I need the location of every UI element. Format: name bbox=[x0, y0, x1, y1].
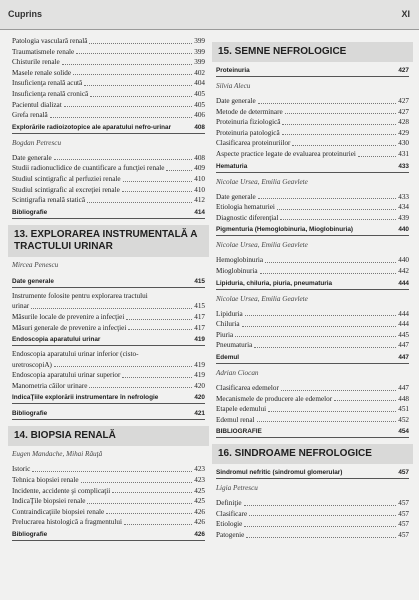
dot-leader bbox=[76, 47, 192, 55]
section-page: 447 bbox=[398, 353, 409, 361]
dot-leader bbox=[258, 96, 397, 104]
entry-title: Endoscopia aparatului urinar superior bbox=[12, 371, 121, 380]
dot-leader bbox=[84, 78, 192, 86]
dot-leader bbox=[246, 530, 396, 538]
toc-right-column bbox=[216, 36, 409, 541]
toc-entry[interactable] bbox=[12, 47, 205, 58]
dot-leader bbox=[166, 163, 192, 171]
toc-entry[interactable] bbox=[12, 360, 205, 371]
dot-leader bbox=[244, 519, 396, 527]
dot-leader bbox=[244, 498, 397, 506]
chapter-heading: 15. SEMNE NEFROLOGICE bbox=[212, 42, 413, 62]
entry-page: 451 bbox=[398, 405, 409, 414]
toc-entry[interactable] bbox=[12, 496, 205, 507]
toc-entry[interactable] bbox=[216, 394, 409, 405]
entry-title: Mecanismele de producere ale edemelor bbox=[216, 394, 333, 403]
entry-title: Masele renale solide bbox=[12, 68, 72, 77]
entry-page: 408 bbox=[194, 153, 205, 162]
dot-leader bbox=[73, 68, 192, 76]
dot-leader bbox=[81, 475, 193, 483]
entry-title: Patogenie bbox=[216, 531, 245, 540]
toc-entry[interactable] bbox=[12, 163, 205, 174]
dot-leader bbox=[292, 138, 396, 146]
toc-entry[interactable] bbox=[12, 486, 205, 497]
chapter-heading: 13. EXPLORAREA INSTRUMENTALĂ A TRACTULUI URINAR bbox=[8, 225, 209, 257]
entry-page: 442 bbox=[398, 266, 409, 275]
entry-title: Date generale bbox=[216, 97, 256, 105]
entry-page: 405 bbox=[194, 100, 205, 109]
entry-page: 430 bbox=[398, 139, 409, 148]
dot-leader bbox=[87, 496, 192, 504]
entry-page: 440 bbox=[398, 256, 409, 265]
toc-entry[interactable] bbox=[12, 507, 205, 518]
section-page: 454 bbox=[398, 428, 409, 436]
entry-page: 405 bbox=[194, 89, 205, 98]
entry-page: 427 bbox=[398, 97, 409, 105]
section-author: Mircea Penescu bbox=[12, 260, 59, 269]
toc-entry[interactable] bbox=[12, 89, 205, 100]
entry-page: 426 bbox=[194, 507, 205, 516]
entry-page: 428 bbox=[398, 118, 409, 127]
entry-page: 425 bbox=[194, 486, 205, 495]
entry-title: Aspecte practice legate de evaluarea proteinuriei bbox=[216, 149, 356, 158]
dot-leader bbox=[126, 312, 192, 320]
entry-title: Măsurile locale de prevenire a infecţiei bbox=[12, 312, 125, 321]
toc-entry[interactable] bbox=[12, 153, 205, 164]
toc-entry[interactable] bbox=[216, 192, 409, 203]
entry-page: 419 bbox=[194, 360, 205, 369]
section-title: Pigmenturia (Hemoglobinuria, Mioglobinuria) bbox=[216, 226, 354, 234]
dot-leader bbox=[31, 301, 192, 309]
section-title: BIBLIOGRAFIE bbox=[216, 428, 262, 436]
section-author: Nicolae Ursea, Emilia Geavlete bbox=[216, 294, 308, 303]
entry-page: 447 bbox=[398, 383, 409, 392]
toc-entry[interactable] bbox=[216, 530, 409, 541]
entry-page: 409 bbox=[194, 164, 205, 173]
toc-section[interactable] bbox=[216, 351, 409, 364]
entry-title: Piuria bbox=[216, 330, 234, 339]
entry-title: Proteinuria patologică bbox=[216, 128, 280, 137]
toc-entry[interactable] bbox=[216, 213, 409, 224]
entry-title: Traumatismele renale bbox=[12, 47, 75, 56]
entry-title: Insuficienţa renală cronică bbox=[12, 89, 89, 98]
entry-page: 447 bbox=[398, 341, 409, 350]
section-title: Hematuria bbox=[216, 162, 248, 170]
entry-page: 417 bbox=[194, 312, 205, 321]
entry-page: 402 bbox=[194, 68, 205, 77]
dot-leader bbox=[123, 174, 193, 182]
entry-title: Clasificare bbox=[216, 509, 248, 518]
toc-left-column bbox=[12, 36, 205, 544]
entry-page: 457 bbox=[398, 520, 409, 529]
running-head: Cuprins bbox=[8, 9, 43, 19]
entry-page: 433 bbox=[398, 192, 409, 201]
section-author: Nicolae Ursea, Emilia Geavlete bbox=[216, 241, 308, 250]
entry-page: 420 bbox=[194, 381, 205, 390]
dot-leader bbox=[358, 149, 396, 157]
entry-title: Insuficienţa renală acută bbox=[12, 79, 83, 88]
dot-leader bbox=[90, 89, 192, 97]
section-title: Endoscopia aparatului urinar bbox=[12, 336, 101, 344]
dot-leader bbox=[54, 360, 192, 368]
dot-leader bbox=[62, 57, 193, 65]
dot-leader bbox=[242, 319, 397, 327]
entry-title: Endoscopia aparatului urinar inferior (cisto- bbox=[12, 350, 139, 359]
entry-title: Pacientul dializat bbox=[12, 100, 62, 109]
entry-title: Proteinuria fiziologică bbox=[216, 118, 281, 127]
toc-section[interactable] bbox=[216, 425, 409, 438]
toc-section[interactable] bbox=[12, 121, 205, 134]
toc-entry[interactable] bbox=[216, 415, 409, 426]
toc-entry[interactable] bbox=[12, 323, 205, 334]
entry-page: 444 bbox=[398, 309, 409, 318]
section-author: Bogdan Petrescu bbox=[12, 138, 62, 147]
toc-entry[interactable] bbox=[216, 107, 409, 118]
entry-page: 431 bbox=[398, 149, 409, 158]
entry-title: Incidente, accidente şi complicaţii bbox=[12, 486, 111, 495]
entry-title: Manometria căilor urinare bbox=[12, 381, 88, 390]
toc-entry[interactable] bbox=[12, 185, 205, 196]
dot-leader bbox=[122, 185, 192, 193]
toc-entry[interactable] bbox=[216, 266, 409, 277]
toc-entry[interactable] bbox=[12, 301, 205, 312]
entry-page: 423 bbox=[194, 465, 205, 474]
page-header bbox=[0, 0, 419, 30]
toc-section[interactable] bbox=[12, 333, 205, 346]
entry-title: Chisturile renale bbox=[12, 58, 60, 67]
dot-leader bbox=[106, 507, 192, 515]
section-title: Proteinuria bbox=[216, 67, 250, 74]
entry-title: Studiul scintigrafic al excreţiei renale bbox=[12, 185, 120, 194]
toc-section[interactable] bbox=[216, 277, 409, 290]
toc-entry[interactable] bbox=[12, 100, 205, 111]
dot-leader bbox=[281, 383, 396, 391]
toc-entry[interactable] bbox=[12, 312, 205, 323]
chapter-heading: 16. SINDROAME NEFROLOGICE bbox=[212, 444, 413, 464]
toc-section[interactable] bbox=[216, 64, 409, 77]
entry-title: Lipiduria bbox=[216, 309, 243, 318]
dot-leader bbox=[277, 202, 396, 210]
toc-entry[interactable] bbox=[216, 340, 409, 351]
dot-leader bbox=[280, 213, 396, 221]
toc-entry[interactable] bbox=[216, 498, 409, 509]
section-page: 420 bbox=[194, 394, 205, 402]
toc-section[interactable] bbox=[12, 275, 205, 288]
dot-leader bbox=[258, 192, 397, 200]
section-title: Lipiduria, chiluria, piuria, pneumaturia bbox=[216, 279, 333, 287]
entry-page: 410 bbox=[194, 185, 205, 194]
dot-leader bbox=[265, 255, 396, 263]
entry-title: Etiologie bbox=[216, 520, 243, 529]
section-title: Bibliografie bbox=[12, 208, 48, 216]
entry-page: 417 bbox=[194, 323, 205, 332]
entry-title: Tehnica biopsiei renale bbox=[12, 476, 79, 485]
toc-entry[interactable] bbox=[216, 255, 409, 266]
entry-page: 425 bbox=[194, 497, 205, 506]
dot-leader bbox=[54, 153, 193, 161]
entry-page: 399 bbox=[194, 58, 205, 67]
section-page: 444 bbox=[398, 279, 409, 287]
toc-entry[interactable] bbox=[12, 78, 205, 89]
entry-title: Instrumente folosite pentru explorarea tractului bbox=[12, 291, 148, 300]
toc-entry[interactable] bbox=[216, 509, 409, 520]
toc-entry[interactable] bbox=[12, 381, 205, 392]
dot-leader bbox=[334, 394, 396, 402]
entry-title: Definiţie bbox=[216, 499, 242, 508]
entry-title: Pneumaturia bbox=[216, 341, 253, 350]
entry-page: 399 bbox=[194, 47, 205, 56]
toc-entry[interactable] bbox=[216, 519, 409, 530]
toc-entry[interactable] bbox=[12, 349, 205, 360]
dot-leader bbox=[235, 330, 396, 338]
entry-page: 444 bbox=[398, 320, 409, 329]
section-author: Eugen Mandache, Mihai Răuţă bbox=[12, 450, 103, 459]
entry-page: 415 bbox=[194, 302, 205, 311]
entry-title: Etiologia hematuriei bbox=[216, 203, 275, 212]
section-page: 414 bbox=[194, 208, 205, 216]
entry-page: 410 bbox=[194, 174, 205, 183]
toc-entry[interactable] bbox=[12, 36, 205, 47]
section-author: Silvia Alecu bbox=[216, 82, 251, 90]
section-title: Edemul bbox=[216, 353, 240, 361]
entry-title: Metode de determinare bbox=[216, 107, 283, 116]
section-page: 421 bbox=[194, 410, 205, 418]
toc-entry[interactable] bbox=[12, 57, 205, 68]
dot-leader bbox=[257, 415, 397, 423]
entry-title: IndicaŢile biopsiei renale bbox=[12, 497, 86, 506]
toc-entry[interactable] bbox=[12, 517, 205, 528]
entry-title: Hemoglobinuria bbox=[216, 256, 264, 265]
dot-leader bbox=[128, 323, 192, 331]
toc-section[interactable] bbox=[12, 528, 205, 541]
entry-page: 427 bbox=[398, 107, 409, 116]
entry-page: 404 bbox=[194, 79, 205, 88]
section-title: Bibliografie bbox=[12, 531, 48, 539]
dot-leader bbox=[282, 117, 396, 125]
toc-entry[interactable] bbox=[216, 383, 409, 394]
entry-page: 445 bbox=[398, 330, 409, 339]
dot-leader bbox=[268, 404, 396, 412]
entry-title: uretroscopiA) bbox=[12, 360, 52, 369]
dot-leader bbox=[112, 486, 192, 494]
toc-entry[interactable] bbox=[12, 291, 205, 302]
toc-section[interactable] bbox=[216, 160, 409, 173]
toc-entry[interactable] bbox=[12, 370, 205, 381]
entry-page: 448 bbox=[398, 394, 409, 403]
section-page: 427 bbox=[398, 67, 409, 74]
dot-leader bbox=[64, 100, 193, 108]
entry-page: 434 bbox=[398, 203, 409, 212]
entry-title: Patologia vasculară renală bbox=[12, 37, 88, 45]
section-page: 433 bbox=[398, 162, 409, 170]
entry-title: Clasificarea edemelor bbox=[216, 383, 279, 392]
toc-entry[interactable] bbox=[216, 149, 409, 160]
entry-title: Chiluria bbox=[216, 320, 240, 329]
dot-leader bbox=[285, 107, 397, 115]
toc-section[interactable] bbox=[12, 206, 205, 219]
section-author: Ligia Petrescu bbox=[216, 484, 258, 493]
dot-leader bbox=[87, 195, 192, 203]
dot-leader bbox=[282, 128, 397, 136]
section-title: Explorările radioizotopice ale aparatului nefro-urinar bbox=[12, 123, 172, 131]
toc-entry[interactable] bbox=[12, 475, 205, 486]
toc-section[interactable] bbox=[12, 391, 205, 404]
dot-leader bbox=[32, 464, 192, 472]
entry-page: 423 bbox=[194, 476, 205, 485]
section-title: Sindromul nefritic (sindromul glomerular) bbox=[216, 469, 343, 477]
section-author: Nicolae Ursea, Emilia Geavlete bbox=[216, 177, 308, 186]
toc-entry[interactable] bbox=[216, 330, 409, 341]
entry-title: Date generale bbox=[12, 153, 52, 162]
entry-page: 439 bbox=[398, 213, 409, 222]
toc-entry[interactable] bbox=[216, 96, 409, 107]
entry-title: Studiul scintigrafic al perfuziei renale bbox=[12, 174, 121, 183]
toc-entry[interactable] bbox=[12, 68, 205, 79]
entry-page: 419 bbox=[194, 371, 205, 380]
toc-section[interactable] bbox=[216, 466, 409, 479]
page-number: XI bbox=[401, 9, 410, 19]
entry-title: Istoric bbox=[12, 465, 31, 474]
toc-entry[interactable] bbox=[12, 174, 205, 185]
section-page: 457 bbox=[398, 469, 409, 477]
entry-page: 452 bbox=[398, 415, 409, 424]
entry-title: Contraindicaţiile biopsiei renale bbox=[12, 507, 105, 516]
entry-title: Diagnostic diferenţial bbox=[216, 213, 279, 222]
toc-entry[interactable] bbox=[216, 319, 409, 330]
toc-section[interactable] bbox=[216, 223, 409, 236]
dot-leader bbox=[245, 309, 396, 317]
entry-title: Studii radionuclidice de cuantificare a funcţiei renale bbox=[12, 164, 165, 173]
entry-page: 412 bbox=[194, 196, 205, 205]
section-title: IndicaŢiile explorării instrumentare în nefrologie bbox=[12, 394, 159, 402]
dot-leader bbox=[254, 340, 396, 348]
entry-title: Edemul renal bbox=[216, 415, 255, 424]
entry-title: Grefa renală bbox=[12, 111, 48, 120]
entry-title: Prelucrarea histologică a fragmentului bbox=[12, 518, 122, 527]
entry-page: 426 bbox=[194, 518, 205, 527]
section-title: Date generale bbox=[12, 277, 54, 285]
section-title: Bibliografie bbox=[12, 410, 48, 418]
entry-page: 399 bbox=[194, 37, 205, 45]
dot-leader bbox=[260, 266, 397, 274]
section-page: 426 bbox=[194, 531, 205, 539]
section-page: 419 bbox=[194, 336, 205, 344]
toc-entry[interactable] bbox=[216, 117, 409, 128]
entry-title: Măsuri generale de prevenire a infecţiei bbox=[12, 323, 127, 332]
dot-leader bbox=[249, 509, 396, 517]
toc-entry[interactable] bbox=[12, 464, 205, 475]
dot-leader bbox=[122, 370, 192, 378]
entry-page: 429 bbox=[398, 128, 409, 137]
entry-title: Scintigrafia renală statică bbox=[12, 196, 86, 205]
toc-entry[interactable] bbox=[216, 128, 409, 139]
entry-title: Clasificarea proteinuriilor bbox=[216, 139, 291, 148]
dot-leader bbox=[50, 110, 193, 118]
dot-leader bbox=[89, 36, 192, 44]
entry-page: 457 bbox=[398, 509, 409, 518]
toc-entry[interactable] bbox=[216, 309, 409, 320]
chapter-heading: 14. BIOPSIA RENALĂ bbox=[8, 426, 209, 446]
section-page: 440 bbox=[398, 226, 409, 234]
section-page: 415 bbox=[194, 277, 205, 285]
entry-page: 406 bbox=[194, 111, 205, 120]
entry-page: 457 bbox=[398, 531, 409, 540]
dot-leader bbox=[124, 517, 192, 525]
dot-leader bbox=[89, 381, 192, 389]
entry-title: Date generale bbox=[216, 192, 256, 201]
toc-entry[interactable] bbox=[12, 195, 205, 206]
toc-entry[interactable] bbox=[216, 202, 409, 213]
entry-title: Etapele edemului bbox=[216, 405, 267, 414]
toc-entry[interactable] bbox=[216, 404, 409, 415]
entry-title: Mioglobinuria bbox=[216, 266, 258, 275]
section-author: Adrian Ciocan bbox=[216, 368, 259, 377]
entry-page: 457 bbox=[398, 499, 409, 508]
toc-entry[interactable] bbox=[216, 138, 409, 149]
section-page: 408 bbox=[194, 123, 205, 131]
entry-title: urinar bbox=[12, 302, 30, 311]
toc-section[interactable] bbox=[12, 407, 205, 420]
toc-entry[interactable] bbox=[12, 110, 205, 121]
